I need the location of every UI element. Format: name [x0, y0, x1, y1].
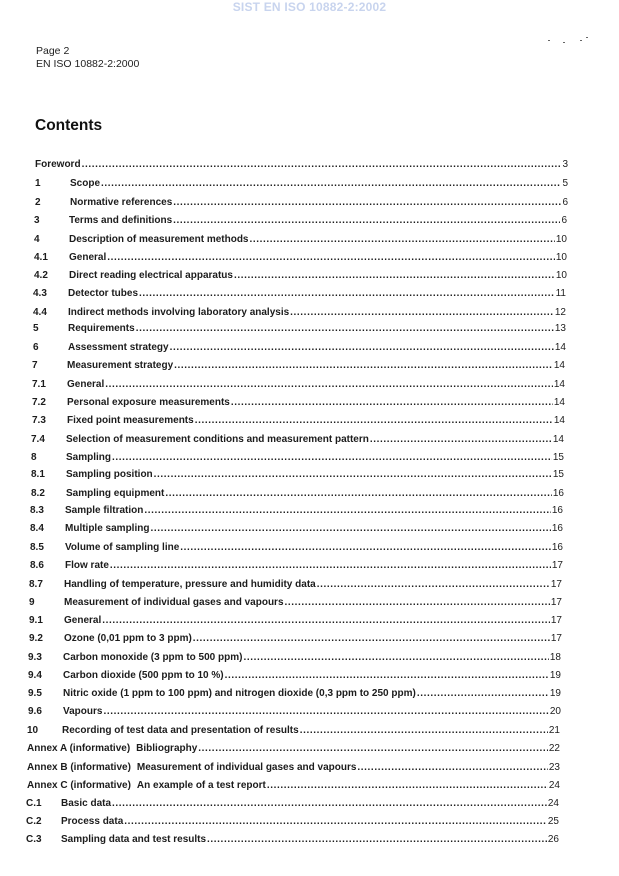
toc-leader-dots: [139, 288, 555, 300]
toc-entry-title: Sampling position: [66, 469, 153, 480]
toc-entry-title: Terms and definitions: [69, 215, 173, 226]
toc-entry-title: General: [67, 379, 105, 390]
toc-leader-dots: [173, 197, 561, 209]
toc-entry-title: Personal exposure measurements: [67, 397, 230, 408]
toc-entry-number: 3: [34, 215, 40, 226]
toc-entry-page: 6: [561, 215, 567, 226]
toc-entry[interactable]: [29, 631, 562, 645]
toc-entry-number: 7.2: [32, 397, 46, 408]
toc-entry-title: Description of measurement methods: [69, 234, 249, 245]
toc-leader-dots: [165, 488, 552, 500]
toc-entry-number: C.2: [26, 816, 42, 827]
toc-leader-dots: [101, 178, 561, 190]
toc-entry-number: 9.3: [28, 652, 42, 663]
toc-entry-page: 11: [555, 288, 566, 299]
toc-entry-title: Detector tubes: [68, 288, 139, 299]
toc-leader-dots: [207, 834, 547, 846]
page-number-label: Page 2: [36, 45, 70, 57]
toc-entry-number: 8.7: [29, 579, 43, 590]
toc-entry-page: 14: [552, 434, 564, 445]
toc-entry[interactable]: [28, 668, 561, 682]
toc-entry[interactable]: [27, 741, 560, 755]
toc-entry-page: 10: [555, 270, 567, 281]
toc-leader-dots: [105, 379, 553, 391]
toc-entry-title: Ozone (0,01 ppm to 3 ppm): [64, 633, 192, 644]
toc-entry[interactable]: [31, 432, 564, 446]
toc-entry[interactable]: [29, 577, 562, 591]
toc-entry-number: 7.4: [31, 434, 45, 445]
toc-entry-title: Recording of test data and presentation of results: [62, 725, 299, 736]
toc-entry[interactable]: [30, 503, 563, 517]
toc-entry-page: 17: [550, 633, 562, 644]
toc-leader-dots: [174, 360, 553, 372]
toc-leader-dots: [136, 323, 554, 335]
toc-entry-number: 8.5: [30, 542, 44, 553]
toc-entry-title: Scope: [70, 178, 101, 189]
toc-leader-dots: [150, 523, 550, 535]
toc-entry-number: 8.2: [31, 488, 45, 499]
toc-entry-number: C.3: [26, 834, 42, 845]
toc-entry-page: 24: [547, 798, 559, 809]
toc-entry[interactable]: [31, 467, 564, 481]
toc-leader-dots: [267, 780, 548, 792]
toc-entry-title: Measurement strategy: [67, 360, 174, 371]
toc-leader-dots: [112, 452, 552, 464]
toc-entry-page: 13: [554, 323, 566, 334]
toc-entry-page: 14: [554, 342, 566, 353]
toc-leader-dots: [102, 615, 550, 627]
toc-entry[interactable]: [26, 832, 559, 846]
toc-entry-page: 12: [554, 307, 566, 318]
toc-entry-page: 14: [553, 360, 565, 371]
toc-entry[interactable]: [34, 268, 567, 282]
toc-entry-page: 14: [553, 379, 565, 390]
toc-entry-page: 3: [562, 159, 568, 170]
toc-entry-number: 1: [35, 178, 41, 189]
toc-entry-page: 21: [548, 725, 560, 736]
toc-entry-number: 7.3: [32, 415, 46, 426]
toc-leader-dots: [180, 542, 551, 554]
toc-leader-dots: [300, 725, 548, 737]
toc-entry[interactable]: [33, 305, 566, 319]
toc-entry-title: Fixed point measurements: [67, 415, 194, 426]
toc-entry-title: Carbon dioxide (500 ppm to 10 %): [63, 670, 224, 681]
toc-entry[interactable]: [26, 814, 559, 828]
toc-entry-page: 10: [555, 252, 567, 263]
scan-speck: [563, 42, 565, 43]
toc-entry-number: 8.4: [30, 523, 44, 534]
toc-entry-page: 20: [549, 706, 561, 717]
toc-entry[interactable]: [28, 704, 561, 718]
toc-entry[interactable]: [28, 650, 561, 664]
toc-entry-title: Foreword: [35, 159, 81, 170]
toc-entry-page: 24: [548, 780, 560, 791]
toc-entry-page: 22: [548, 743, 560, 754]
toc-leader-dots: [154, 469, 552, 481]
toc-entry[interactable]: [35, 176, 568, 190]
toc-leader-dots: [417, 688, 549, 700]
contents-heading: Contents: [35, 117, 103, 134]
toc-entry[interactable]: [29, 595, 562, 609]
toc-entry-title: Sampling data and test results: [61, 834, 207, 845]
toc-entry-page: 16: [552, 488, 564, 499]
toc-entry-title: Sampling equipment: [66, 488, 165, 499]
toc-entry-number: 9.1: [29, 615, 43, 626]
watermark: SIST EN ISO 10882-2:2002: [232, 0, 387, 14]
toc-entry-title: Handling of temperature, pressure and humidity data: [64, 579, 316, 590]
toc-entry[interactable]: [27, 778, 560, 792]
toc-entry-title: Multiple sampling: [65, 523, 150, 534]
toc-entry-title: General: [69, 252, 107, 263]
toc-entry-number: 10: [27, 725, 39, 736]
toc-entry-title: Selection of measurement conditions and measurement pattern: [66, 434, 369, 445]
toc-leader-dots: [198, 743, 548, 755]
toc-entry-title: An example of a test report: [136, 780, 266, 791]
toc-entry-title: Nitric oxide (1 ppm to 100 ppm) and nitrogen dioxide (0,3 ppm to 250 ppm): [63, 688, 416, 699]
toc-entry-number: 2: [35, 197, 41, 208]
toc-entry[interactable]: [26, 796, 559, 810]
standard-label: EN ISO 10882-2:2000: [36, 57, 140, 70]
toc-entry-page: 25: [547, 816, 559, 827]
toc-entry-number: 9.6: [28, 706, 42, 717]
toc-entry[interactable]: [31, 450, 564, 464]
toc-entry-number: 8.1: [31, 469, 45, 480]
toc-leader-dots: [231, 397, 553, 409]
toc-entry[interactable]: [33, 321, 566, 335]
toc-entry-title: Indirect methods involving laboratory analysis: [68, 307, 290, 318]
toc-leader-dots: [249, 234, 554, 246]
toc-leader-dots: [317, 579, 550, 591]
toc-leader-dots: [124, 816, 547, 828]
toc-entry[interactable]: [31, 486, 564, 500]
toc-entry-page: 10: [555, 234, 567, 245]
toc-entry-page: 16: [551, 542, 563, 553]
toc-entry-page: 19: [549, 688, 561, 699]
toc-entry-title: Flow rate: [65, 560, 109, 571]
toc-entry-number: 4.2: [34, 270, 48, 281]
toc-entry-title: Assessment strategy: [68, 342, 169, 353]
toc-entry-number: Annex A (informative): [27, 743, 131, 754]
toc-leader-dots: [107, 252, 555, 264]
scan-speck: [580, 40, 582, 41]
scan-speck: [586, 37, 588, 38]
toc-entry-number: 5: [33, 323, 39, 334]
toc-entry-page: 19: [549, 670, 561, 681]
toc-leader-dots: [234, 270, 555, 282]
toc-entry-page: 23: [548, 762, 560, 773]
toc-entry-number: 6: [33, 342, 39, 353]
toc-entry-number: 4.1: [34, 252, 48, 263]
toc-entry-number: 8: [31, 452, 37, 463]
toc-entry-number: 9: [29, 597, 35, 608]
toc-entry-number: 9.4: [28, 670, 42, 681]
toc-entry-page: 26: [547, 834, 559, 845]
toc-leader-dots: [110, 560, 551, 572]
toc-entry-title: Measurement of individual gases and vapours: [136, 762, 357, 773]
toc-entry-page: 16: [551, 523, 563, 534]
toc-entry-page: 6: [562, 197, 568, 208]
toc-leader-dots: [144, 505, 551, 517]
toc-entry-page: 14: [553, 397, 565, 408]
toc-entry-number: 7.1: [32, 379, 46, 390]
toc-entry[interactable]: [34, 213, 567, 227]
toc-entry-title: Sampling: [66, 452, 112, 463]
toc-entry-number: 4.3: [33, 288, 47, 299]
toc-entry[interactable]: [32, 358, 565, 372]
toc-leader-dots: [243, 652, 548, 664]
toc-entry-page: 14: [553, 415, 565, 426]
toc-entry[interactable]: [34, 232, 567, 246]
toc-entry-title: Direct reading electrical apparatus: [69, 270, 233, 281]
toc-entry[interactable]: [30, 558, 563, 572]
toc-entry-number: Annex B (informative): [27, 762, 131, 773]
toc-entry[interactable]: [34, 250, 567, 264]
toc-entry-page: 17: [550, 615, 562, 626]
toc-entry[interactable]: [29, 613, 562, 627]
toc-entry-title: Sample filtration: [65, 505, 144, 516]
toc-entry-page: 17: [551, 560, 563, 571]
toc-leader-dots: [357, 762, 547, 774]
toc-entry-title: Carbon monoxide (3 ppm to 500 ppm): [63, 652, 243, 663]
toc-entry-page: 17: [550, 597, 562, 608]
toc-leader-dots: [193, 633, 550, 645]
toc-leader-dots: [195, 415, 553, 427]
toc-entry-title: Bibliography: [136, 743, 198, 754]
toc-leader-dots: [370, 434, 552, 446]
toc-entry[interactable]: [35, 157, 568, 171]
toc-entry-title: Requirements: [68, 323, 135, 334]
toc-leader-dots: [290, 307, 554, 319]
toc-entry[interactable]: [33, 286, 566, 300]
toc-entry[interactable]: [35, 195, 568, 209]
toc-leader-dots: [82, 159, 562, 171]
toc-entry-title: Measurement of individual gases and vapours: [64, 597, 284, 608]
toc-entry[interactable]: [30, 540, 563, 554]
toc-entry-number: 8.3: [30, 505, 44, 516]
toc-entry-page: 5: [562, 178, 568, 189]
toc-entry-number: C.1: [26, 798, 42, 809]
toc-entry-page: 15: [552, 452, 564, 463]
toc-leader-dots: [285, 597, 550, 609]
toc-entry[interactable]: [32, 377, 565, 391]
toc-leader-dots: [112, 798, 547, 810]
toc-entry-page: 15: [552, 469, 564, 480]
toc-entry-title: Normative references: [70, 197, 173, 208]
toc-entry[interactable]: [27, 760, 560, 774]
toc-entry[interactable]: [32, 395, 565, 409]
toc-leader-dots: [173, 215, 560, 227]
toc-entry-title: General: [64, 615, 102, 626]
toc-entry-page: 16: [551, 505, 563, 516]
toc-entry-title: Process data: [61, 816, 124, 827]
toc-entry-number: 9.5: [28, 688, 42, 699]
toc-entry-title: Basic data: [61, 798, 112, 809]
toc-leader-dots: [170, 342, 554, 354]
toc-leader-dots: [103, 706, 548, 718]
toc-entry-number: 7: [32, 360, 38, 371]
toc-entry-page: 18: [549, 652, 561, 663]
scan-speck: [548, 40, 550, 41]
toc-entry-number: Annex C (informative): [27, 780, 131, 791]
toc-entry-number: 4: [34, 234, 40, 245]
toc-entry-number: 4.4: [33, 307, 47, 318]
toc-entry[interactable]: [30, 521, 563, 535]
toc-leader-dots: [225, 670, 549, 682]
toc-entry[interactable]: [32, 413, 565, 427]
toc-entry-number: 9.2: [29, 633, 43, 644]
toc-entry-page: 17: [550, 579, 562, 590]
toc-entry[interactable]: [33, 340, 566, 354]
toc-entry[interactable]: [28, 686, 561, 700]
toc-entry-title: Vapours: [63, 706, 103, 717]
toc-entry[interactable]: [27, 723, 560, 737]
toc-entry-number: 8.6: [30, 560, 44, 571]
toc-entry-title: Volume of sampling line: [65, 542, 180, 553]
